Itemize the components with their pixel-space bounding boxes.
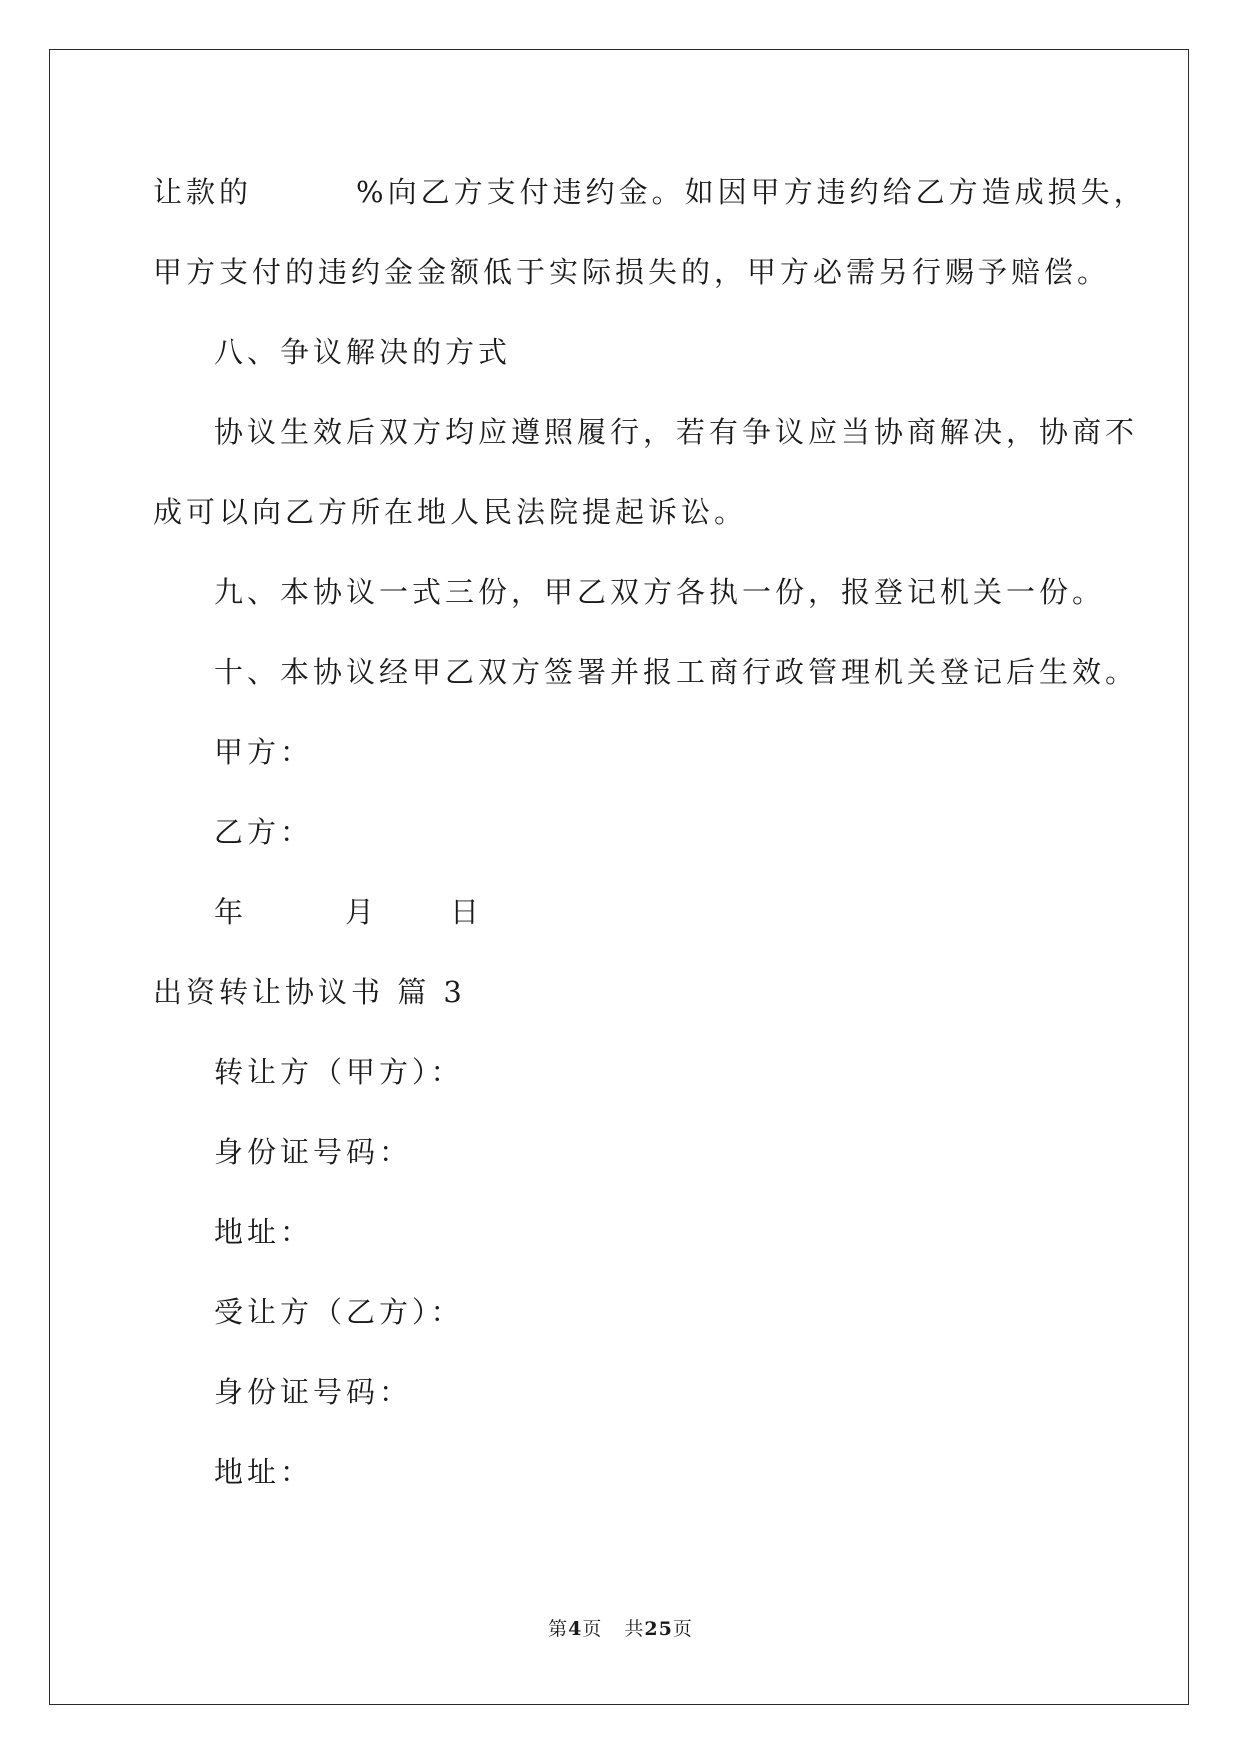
clause-ten: 十、本协议经甲乙双方签署并报工商行政管理机关登记后生效。 [214, 655, 1139, 689]
page-suffix: 页 [582, 1618, 603, 1640]
document-title: 出资转让协议书 篇 3 [153, 975, 466, 1009]
signature-date [214, 892, 483, 932]
total-suffix: 页 [672, 1618, 693, 1640]
page-number: 4 [568, 1618, 583, 1640]
transferor-address-label: 地址： [214, 1215, 314, 1249]
date-year: 年 [214, 895, 248, 929]
signature-party-b: 乙方： [214, 815, 314, 849]
transferee-address-label: 地址： [214, 1455, 314, 1489]
transferor-label: 转让方（甲方）： [214, 1055, 464, 1089]
date-day: 日 [450, 895, 484, 929]
text-fragment: 让款的 [153, 175, 253, 209]
total-prefix: 共 [624, 1618, 645, 1640]
text-line-agreement: 协议生效后双方均应遵照履行，若有争议应当协商解决，协商不 [214, 415, 1139, 449]
date-month: 月 [345, 895, 379, 929]
total-pages: 25 [644, 1618, 673, 1640]
clause-nine: 九、本协议一式三份，甲乙双方各执一份，报登记机关一份。 [214, 575, 1106, 609]
signature-party-a: 甲方： [214, 735, 314, 769]
text-line-penalty [153, 172, 1147, 212]
text-fragment: %向乙方支付违约金。如因甲方违约给乙方造成损失， [356, 175, 1147, 209]
transferee-label: 受让方（乙方）： [214, 1295, 464, 1329]
transferor-id-label: 身份证号码： [214, 1135, 413, 1169]
text-line-compensation: 甲方支付的违约金金额低于实际损失的，甲方必需另行赐予赔偿。 [153, 255, 1111, 289]
page-footer [0, 1617, 1241, 1641]
section-heading-dispute: 八、争议解决的方式 [214, 335, 512, 369]
page-prefix: 第 [548, 1618, 569, 1640]
text-line-litigation: 成可以向乙方所在地人民法院提起诉讼。 [153, 495, 748, 529]
transferee-id-label: 身份证号码： [214, 1375, 413, 1409]
